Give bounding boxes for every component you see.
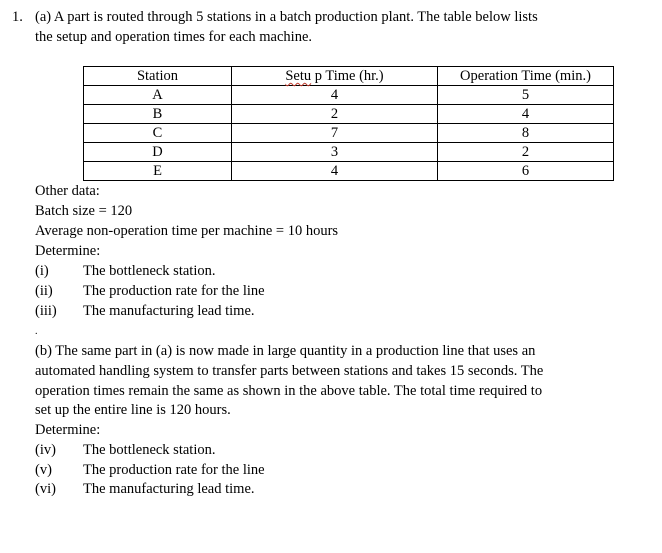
non-operation-time: Average non-operation time per machine = 10 hours [35,223,339,239]
part-b-line-1: (b) The same part in (a) is now made in large quantity in a production line that uses an [35,343,536,359]
question-number: 1. [12,9,23,25]
item-number: (vi) [35,481,56,497]
header-setup-time [232,67,438,86]
cell-station: A [84,86,232,105]
item-text: The production rate for the line [83,462,265,478]
header-setup-part1: Setu [285,68,312,84]
intro-line-1: (a) A part is routed through 5 stations in a batch production plant. The table below lists [35,9,538,25]
cell-station: D [84,143,232,162]
header-operation-time: Operation Time (min.) [438,67,614,86]
determine-label-a: Determine: [35,243,101,259]
item-number: (ii) [35,283,53,299]
part-b-line-4: set up the entire line is 120 hours. [35,402,231,418]
separator-dot: . [35,326,38,337]
cell-operation: 5 [438,86,614,105]
other-data-heading: Other data: [35,183,100,199]
item-text: The manufacturing lead time. [83,481,255,497]
table-row [84,124,614,143]
setup-operation-table [83,66,614,181]
cell-operation: 8 [438,124,614,143]
cell-station: E [84,162,232,181]
header-station: Station [84,67,232,86]
table-row [84,105,614,124]
cell-station: C [84,124,232,143]
part-b-line-3: operation times remain the same as shown in the above table. The total time required to [35,383,543,399]
cell-setup: 4 [232,86,438,105]
item-text: The bottleneck station. [83,442,216,458]
determine-label-b: Determine: [35,422,101,438]
intro-line-2: the setup and operation times for each machine. [35,29,313,45]
cell-station: B [84,105,232,124]
header-setup-part2: p Time (hr.) [311,68,384,84]
cell-setup: 4 [232,162,438,181]
item-text: The manufacturing lead time. [83,303,255,319]
table-row [84,86,614,105]
cell-operation: 2 [438,143,614,162]
cell-operation: 4 [438,105,614,124]
item-number: (i) [35,263,49,279]
item-number: (iv) [35,442,56,458]
cell-setup: 7 [232,124,438,143]
table-row [84,143,614,162]
cell-setup: 3 [232,143,438,162]
table-row [84,162,614,181]
item-text: The bottleneck station. [83,263,216,279]
batch-size: Batch size = 120 [35,203,133,219]
part-b-line-2: automated handling system to transfer parts between stations and takes 15 seconds. The [35,363,544,379]
item-number: (iii) [35,303,57,319]
item-number: (v) [35,462,52,478]
cell-operation: 6 [438,162,614,181]
cell-setup: 2 [232,105,438,124]
table-header-row [84,67,614,86]
item-text: The production rate for the line [83,283,265,299]
